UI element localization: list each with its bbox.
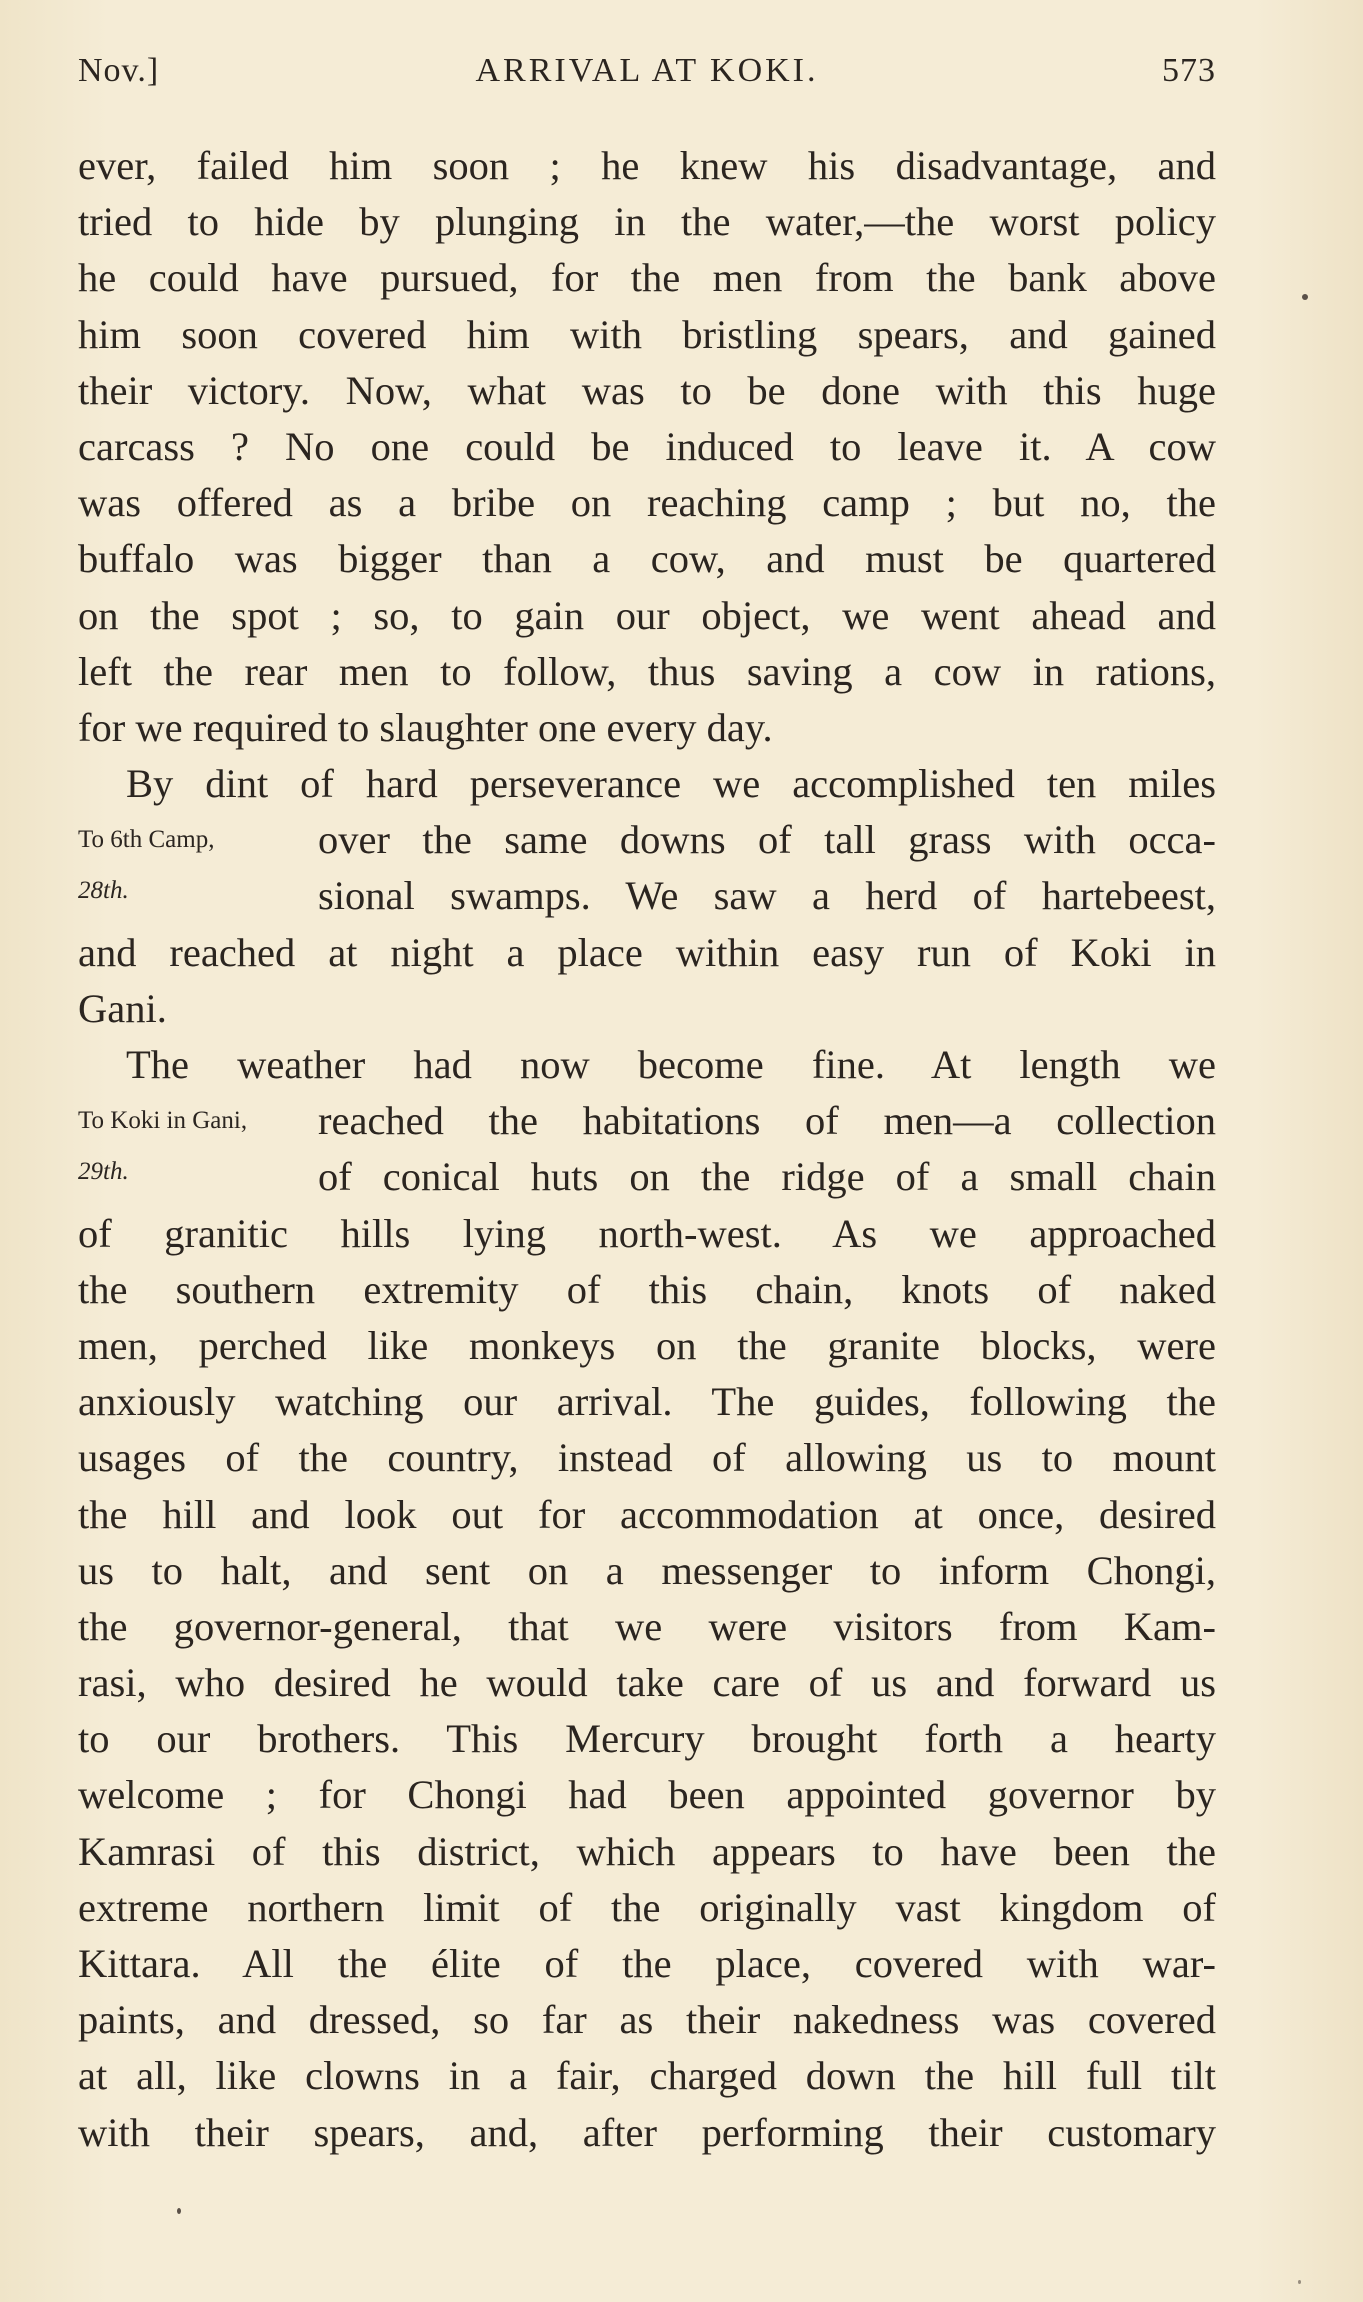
- margin-note-date: 29th.: [78, 1158, 129, 1186]
- body-text: [78, 138, 1216, 2161]
- text-line: and reached at night a place within easy run of Koki in: [78, 929, 1216, 975]
- text-line: sional swamps. We saw a herd of hartebeest,: [318, 873, 1216, 919]
- text-line: tried to hide by plunging in the water,—the worst policy: [78, 199, 1216, 245]
- text-line-with-margin-note: [78, 1093, 1216, 1149]
- text-line: anxiously watching our arrival. The guides, following the: [78, 1379, 1216, 1425]
- text-line-with-margin-note: [78, 812, 1216, 868]
- text-line: at all, like clowns in a fair, charged down the hill full tilt: [78, 2053, 1216, 2099]
- text-line: men, perched like monkeys on the granite blocks, were: [78, 1322, 1216, 1368]
- text-line: Kamrasi of this district, which appears to have been the: [78, 1828, 1216, 1874]
- paper-speck: [177, 2208, 181, 2214]
- text-line: buffalo was bigger than a cow, and must be quartered: [78, 536, 1216, 582]
- text-line: welcome ; for Chongi had been appointed governor by: [78, 1772, 1216, 1818]
- text-line-with-margin-note: [78, 1149, 1216, 1205]
- text-line: reached the habitations of men—a collection: [318, 1098, 1216, 1144]
- paper-speck: [1298, 2280, 1301, 2284]
- margin-note-camp: To 6th Camp,: [78, 826, 215, 854]
- text-line: the hill and look out for accommodation at once, desired: [78, 1491, 1216, 1537]
- text-line: us to halt, and sent on a messenger to inform Chongi,: [78, 1547, 1216, 1593]
- text-line: with their spears, and, after performing their customary: [78, 2109, 1216, 2155]
- text-line: Kittara. All the élite of the place, covered with war-: [78, 1941, 1216, 1986]
- paper-speck: [1302, 294, 1308, 300]
- text-line: By dint of hard perseverance we accomplished ten miles: [126, 761, 1216, 807]
- text-line: Gani.: [78, 985, 167, 1031]
- text-line: rasi, who desired he would take care of us and forward us: [78, 1660, 1216, 1706]
- text-line: for we required to slaughter one every day.: [78, 704, 773, 750]
- margin-note-date: 28th.: [78, 877, 129, 905]
- header-title: ARRIVAL AT KOKI.: [475, 52, 819, 89]
- text-line: on the spot ; so, to gain our object, we went ahead and: [78, 592, 1216, 638]
- text-line: The weather had now become fine. At length we: [126, 1042, 1216, 1087]
- text-line: left the rear men to follow, thus saving a cow in rations,: [78, 648, 1216, 694]
- text-line: him soon covered him with bristling spears, and gained: [78, 311, 1216, 357]
- text-line: over the same downs of tall grass with occa-: [318, 817, 1216, 863]
- margin-note-koki: To Koki in Gani,: [78, 1107, 248, 1135]
- text-line: usages of the country, instead of allowing us to mount: [78, 1435, 1216, 1481]
- text-line: the governor-general, that we were visitors from Kam-: [78, 1603, 1216, 1649]
- header-date: Nov.]: [78, 52, 160, 89]
- text-line: of conical huts on the ridge of a small chain: [318, 1154, 1216, 1200]
- text-line: to our brothers. This Mercury brought forth a hearty: [78, 1716, 1216, 1762]
- text-line: paints, and dressed, so far as their nakedness was covered: [78, 1997, 1216, 2043]
- text-line: he could have pursued, for the men from the bank above: [78, 255, 1216, 301]
- text-line: extreme northern limit of the originally vast kingdom of: [78, 1884, 1216, 1930]
- text-line: carcass ? No one could be induced to leave it. A cow: [78, 423, 1216, 469]
- running-head: [78, 52, 1216, 102]
- text-line: ever, failed him soon ; he knew his disadvantage, and: [78, 143, 1216, 188]
- text-line: was offered as a bribe on reaching camp ; but no, the: [78, 480, 1216, 526]
- text-line: of granitic hills lying north-west. As we approached: [78, 1210, 1216, 1256]
- text-line-with-margin-note: [78, 868, 1216, 924]
- text-line: the southern extremity of this chain, knots of naked: [78, 1266, 1216, 1312]
- page-number: 573: [1162, 52, 1216, 89]
- text-line: their victory. Now, what was to be done with this huge: [78, 367, 1216, 413]
